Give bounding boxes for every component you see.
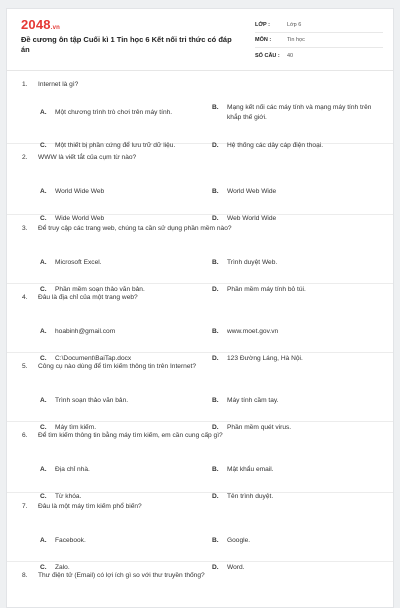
option-letter: D. <box>212 286 219 293</box>
question-number: 5. <box>22 363 28 370</box>
option-text: Zalo. <box>55 564 70 571</box>
answer-option-b[interactable] <box>212 465 372 475</box>
option-text: 123 Đường Láng, Hà Nội. <box>227 355 303 362</box>
option-letter: D. <box>212 424 219 431</box>
answer-option-a[interactable] <box>40 327 208 337</box>
meta-subject-label: MÔN : <box>255 37 272 43</box>
question-label: Đâu là địa chỉ của một trang web? <box>38 294 138 301</box>
option-letter: C. <box>40 142 47 149</box>
option-text: Máy tính cầm tay. <box>227 397 279 404</box>
question-label: Thư điện tử (Email) có lợi ích gì so với thư truyền thống? <box>38 572 205 579</box>
option-text: Địa chỉ nhà. <box>55 466 90 473</box>
question-number: 4. <box>22 294 28 301</box>
question-label: Internet là gì? <box>38 81 79 88</box>
option-text: Hệ thống các dây cáp điện thoại. <box>227 142 324 149</box>
option-text: Phần mềm máy tính bỏ túi. <box>227 286 306 293</box>
question-item <box>7 493 393 571</box>
question-text <box>22 81 78 88</box>
question-text <box>22 154 136 161</box>
option-text: Word. <box>227 564 245 571</box>
answer-option-a[interactable] <box>40 396 208 406</box>
question-number: 6. <box>22 432 28 439</box>
option-letter: D. <box>212 493 219 500</box>
option-text: Từ khóa. <box>55 493 82 500</box>
question-text <box>22 572 205 579</box>
option-letter: A. <box>40 259 47 266</box>
option-text: Phần mềm soạn thảo văn bản. <box>55 286 145 293</box>
option-text: Một chương trình trò chơi trên máy tính. <box>55 109 173 116</box>
document-meta <box>255 18 383 63</box>
answer-option-a[interactable] <box>40 536 208 546</box>
answer-option-b[interactable] <box>212 327 372 337</box>
option-text: Facebook. <box>55 537 86 544</box>
option-text: hoabinh@gmail.com <box>55 328 116 335</box>
option-text: Máy tìm kiếm. <box>55 424 97 431</box>
question-text <box>22 363 196 370</box>
option-letter: A. <box>40 466 47 473</box>
option-letter: B. <box>212 104 219 111</box>
meta-subject-value: Tin học <box>287 37 305 43</box>
option-letter: A. <box>40 537 47 544</box>
question-number: 2. <box>22 154 28 161</box>
document-page <box>6 8 394 608</box>
option-text: Phần mềm quét virus. <box>227 424 292 431</box>
question-item <box>7 284 393 362</box>
option-text: Google. <box>227 537 251 544</box>
question-text <box>22 503 142 510</box>
meta-class-label: LỚP : <box>255 22 270 28</box>
question-label: WWW là viết tắt của cụm từ nào? <box>38 154 137 161</box>
meta-count <box>255 48 383 63</box>
option-letter: D. <box>212 564 219 571</box>
site-logo[interactable]: 2048.vn <box>21 17 61 32</box>
question-item <box>7 71 393 149</box>
answer-option-b[interactable] <box>212 103 372 123</box>
option-text: World Web Wide <box>227 188 277 195</box>
answer-option-b[interactable] <box>212 396 372 406</box>
question-item <box>7 562 393 608</box>
option-letter: C. <box>40 493 47 500</box>
option-letter: B. <box>212 397 219 404</box>
option-letter: B. <box>212 328 219 335</box>
answer-option-a[interactable] <box>40 187 208 197</box>
answer-option-a[interactable] <box>40 258 208 268</box>
question-item <box>7 422 393 500</box>
option-text: www.moet.gov.vn <box>227 328 279 335</box>
option-letter: D. <box>212 142 219 149</box>
answer-option-b[interactable] <box>212 187 372 197</box>
question-number: 3. <box>22 225 28 232</box>
question-label: Công cụ nào dùng để tìm kiếm thông tin trên Internet? <box>38 363 196 370</box>
option-text: Microsoft Excel. <box>55 259 102 266</box>
option-text: Mật khẩu email. <box>227 466 274 473</box>
option-letter: A. <box>40 188 47 195</box>
question-label: Để truy cập các trang web, chúng ta cần sử dụng phần mềm nào? <box>38 225 232 232</box>
meta-count-value: 40 <box>287 52 294 59</box>
option-text: Một thiết bị phần cứng để lưu trữ dữ liệu. <box>55 142 176 149</box>
question-label: Để tìm kiếm thông tin bằng máy tìm kiếm, em cần cung cấp gì? <box>38 432 223 439</box>
option-letter: C. <box>40 424 47 431</box>
option-letter: A. <box>40 397 47 404</box>
option-text: C:\Document\BaiTap.docx <box>55 355 132 362</box>
meta-class <box>255 18 383 33</box>
option-text: Trình duyệt Web. <box>227 259 278 266</box>
option-text: Mạng kết nối các máy tính và mạng máy tính trên khắp thế giới. <box>227 104 372 121</box>
option-letter: A. <box>40 109 47 116</box>
question-text <box>22 432 223 439</box>
question-number: 8. <box>22 572 28 579</box>
meta-subject <box>255 33 383 48</box>
option-text: World Wide Web <box>55 188 105 195</box>
answer-option-a[interactable] <box>40 108 208 118</box>
question-item <box>7 215 393 293</box>
option-text: Tên trình duyệt. <box>227 493 274 500</box>
question-item <box>7 353 393 431</box>
answer-option-a[interactable] <box>40 465 208 475</box>
question-number: 7. <box>22 503 28 510</box>
question-item <box>7 144 393 222</box>
option-letter: B. <box>212 537 219 544</box>
option-letter: C. <box>40 564 47 571</box>
option-text: Wide World Web <box>55 215 105 222</box>
question-label: Đâu là một máy tìm kiếm phổ biến? <box>38 503 142 510</box>
option-letter: B. <box>212 188 219 195</box>
option-letter: B. <box>212 466 219 473</box>
meta-class-value: Lớp 6 <box>287 22 302 28</box>
document-header <box>7 9 393 71</box>
meta-count-label: SỐ CÂU : <box>255 52 280 59</box>
option-letter: B. <box>212 259 219 266</box>
option-letter: D. <box>212 355 219 362</box>
option-letter: A. <box>40 328 47 335</box>
question-number: 1. <box>22 81 28 88</box>
option-letter: C. <box>40 355 47 362</box>
document-title: Đề cương ôn tập Cuối kì 1 Tin học 6 Kết nối tri thức có đáp án <box>21 35 232 54</box>
option-text: Trình soạn thảo văn bản. <box>55 397 129 404</box>
answer-option-b[interactable] <box>212 536 372 546</box>
question-text <box>22 294 138 301</box>
option-text: Web World Wide <box>227 215 277 222</box>
option-letter: D. <box>212 215 219 222</box>
option-letter: C. <box>40 286 47 293</box>
answer-option-b[interactable] <box>212 258 372 268</box>
option-letter: C. <box>40 215 47 222</box>
question-text <box>22 225 232 232</box>
